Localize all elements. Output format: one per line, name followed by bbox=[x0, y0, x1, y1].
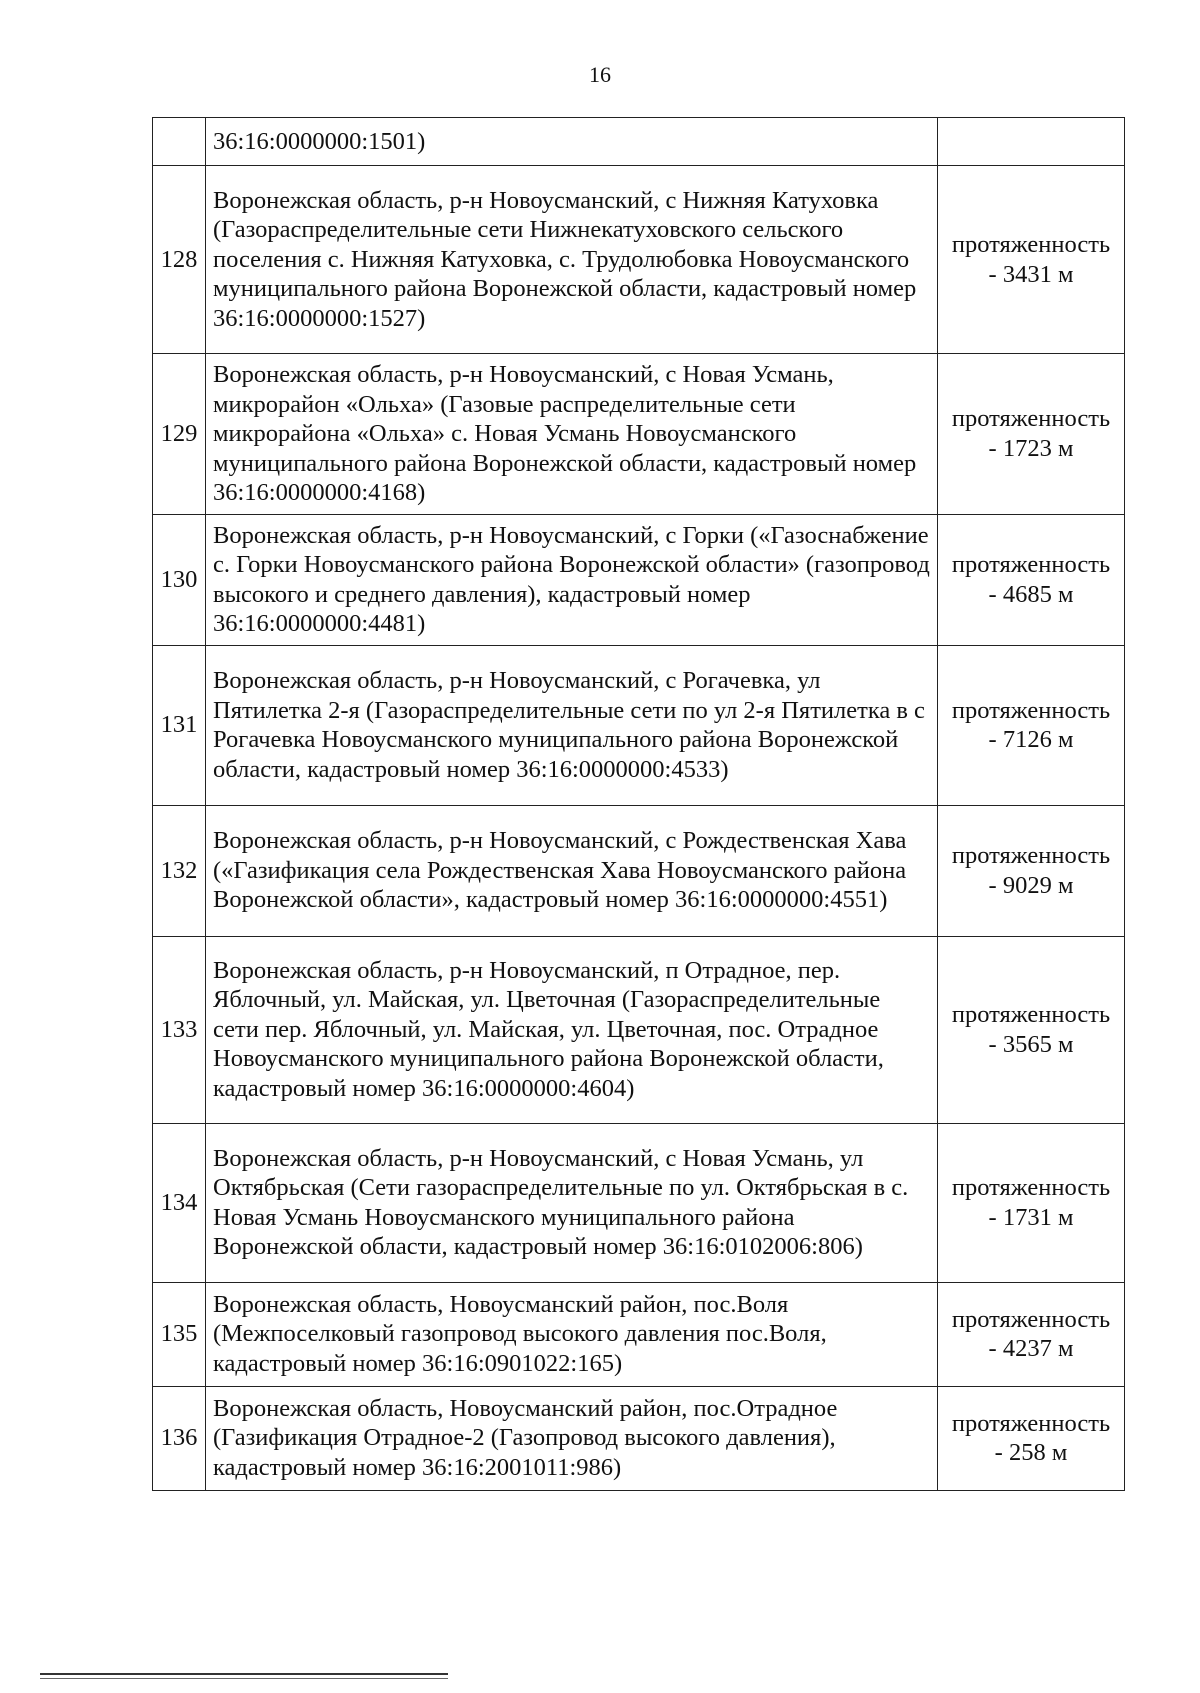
row-length bbox=[938, 645, 1125, 805]
table-row bbox=[153, 514, 1125, 645]
row-description: Воронежская область, р-н Новоусманский, с Рождественская Хава («Газификация села Рождественская Хава Новоусманского района Воронежской области», кадастровый номер 36:16:0000000:4551) bbox=[206, 805, 938, 936]
row-length bbox=[938, 936, 1125, 1123]
row-number: 133 bbox=[153, 936, 206, 1123]
row-number: 129 bbox=[153, 354, 206, 515]
table-row bbox=[153, 1282, 1125, 1386]
length-value: - 1731 м bbox=[988, 1203, 1074, 1231]
length-value: - 7126 м bbox=[988, 726, 1074, 753]
table-row bbox=[153, 1386, 1125, 1490]
length-value: - 3431 м bbox=[988, 260, 1074, 288]
row-length bbox=[938, 1282, 1125, 1386]
length-value: - 258 м bbox=[994, 1439, 1068, 1466]
row-number: 128 bbox=[153, 166, 206, 354]
row-number: 134 bbox=[153, 1123, 206, 1282]
row-number: 130 bbox=[153, 514, 206, 645]
gas-network-registry-table bbox=[152, 117, 1125, 1491]
length-value: - 4237 м bbox=[988, 1335, 1074, 1362]
continuation-row bbox=[153, 118, 1125, 166]
length-label: протяженность bbox=[951, 405, 1111, 433]
row-number: 136 bbox=[153, 1386, 206, 1490]
row-number: 131 bbox=[153, 645, 206, 805]
table-row bbox=[153, 936, 1125, 1123]
row-description: Воронежская область, р-н Новоусманский, с Новая Усмань, ул Октябрьская (Сети газораспределительные по ул. Октябрьская в с. Новая Усмань Новоусманского муниципального района Воронежской области, кадастровый номер 36:16:0102006:806) bbox=[206, 1123, 938, 1282]
row-length bbox=[938, 354, 1125, 515]
row-description: Воронежская область, р-н Новоусманский, с Горки («Газоснабжение с. Горки Новоусманского района Воронежской области» (газопровод высокого и среднего давления), кадастровый номер 36:16:0000000:4481) bbox=[206, 514, 938, 645]
length-value: - 4685 м bbox=[988, 580, 1074, 608]
length-label: протяженность bbox=[951, 231, 1111, 258]
row-length bbox=[938, 1386, 1125, 1490]
row-description: Воронежская область, р-н Новоусманский, с Новая Усмань, микрорайон «Ольха» (Газовые распределительные сети микрорайона «Ольха» с. Новая Усмань Новоусманского муниципального района Воронежской области, кадастровый номер 36:16:0000000:4168) bbox=[206, 354, 938, 515]
row-length bbox=[938, 166, 1125, 354]
length-label: протяженность bbox=[951, 842, 1111, 869]
row-description: Воронежская область, р-н Новоусманский, с Нижняя Катуховка (Газораспределительные сети Нижнекатуховского сельского поселения с. Нижняя Катуховка, с. Трудолюбовка Новоусманского муниципального района Воронежской области, кадастровый номер 36:16:0000000:1527) bbox=[206, 166, 938, 354]
length-label: протяженность bbox=[951, 696, 1111, 724]
footer-rule bbox=[40, 1678, 448, 1679]
length-label: протяженность bbox=[951, 1409, 1111, 1437]
length-value: - 1723 м bbox=[988, 434, 1074, 462]
length-value: - 9029 м bbox=[988, 871, 1074, 899]
length-label: протяженность bbox=[951, 1305, 1111, 1333]
row-length bbox=[938, 118, 1125, 166]
row-length bbox=[938, 1123, 1125, 1282]
length-label: протяженность bbox=[951, 1001, 1111, 1028]
length-value: - 3565 м bbox=[988, 1030, 1074, 1058]
row-length bbox=[938, 514, 1125, 645]
length-label: протяженность bbox=[951, 551, 1111, 578]
row-length bbox=[938, 805, 1125, 936]
table-row bbox=[153, 645, 1125, 805]
row-number: 132 bbox=[153, 805, 206, 936]
length-label: протяженность bbox=[951, 1174, 1111, 1201]
row-description: Воронежская область, р-н Новоусманский, п Отрадное, пер. Яблочный, ул. Майская, ул. Цветочная (Газораспределительные сети пер. Яблочный, ул. Майская, ул. Цветочная, пос. Отрадное Новоусманского муниципального района Воронежской области, кадастровый номер 36:16:0000000:4604) bbox=[206, 936, 938, 1123]
row-description: 36:16:0000000:1501) bbox=[206, 118, 938, 166]
row-description: Воронежская область, Новоусманский район, пос.Отрадное (Газификация Отрадное-2 (Газопровод высокого давления), кадастровый номер 36:16:2001011:986) bbox=[206, 1386, 938, 1490]
footer-rule bbox=[40, 1673, 448, 1675]
row-number bbox=[153, 118, 206, 166]
table-row bbox=[153, 1123, 1125, 1282]
table-row bbox=[153, 166, 1125, 354]
row-description: Воронежская область, р-н Новоусманский, с Рогачевка, ул Пятилетка 2-я (Газораспределительные сети по ул 2-я Пятилетка в с Рогачевка Новоусманского муниципального района Воронежской области, кадастровый номер 36:16:0000000:4533) bbox=[206, 645, 938, 805]
page-number: 16 bbox=[589, 62, 611, 87]
row-number: 135 bbox=[153, 1282, 206, 1386]
table-row bbox=[153, 805, 1125, 936]
table-row bbox=[153, 354, 1125, 515]
row-description: Воронежская область, Новоусманский район, пос.Воля (Межпоселковый газопровод высокого давления пос.Воля, кадастровый номер 36:16:0901022:165) bbox=[206, 1282, 938, 1386]
